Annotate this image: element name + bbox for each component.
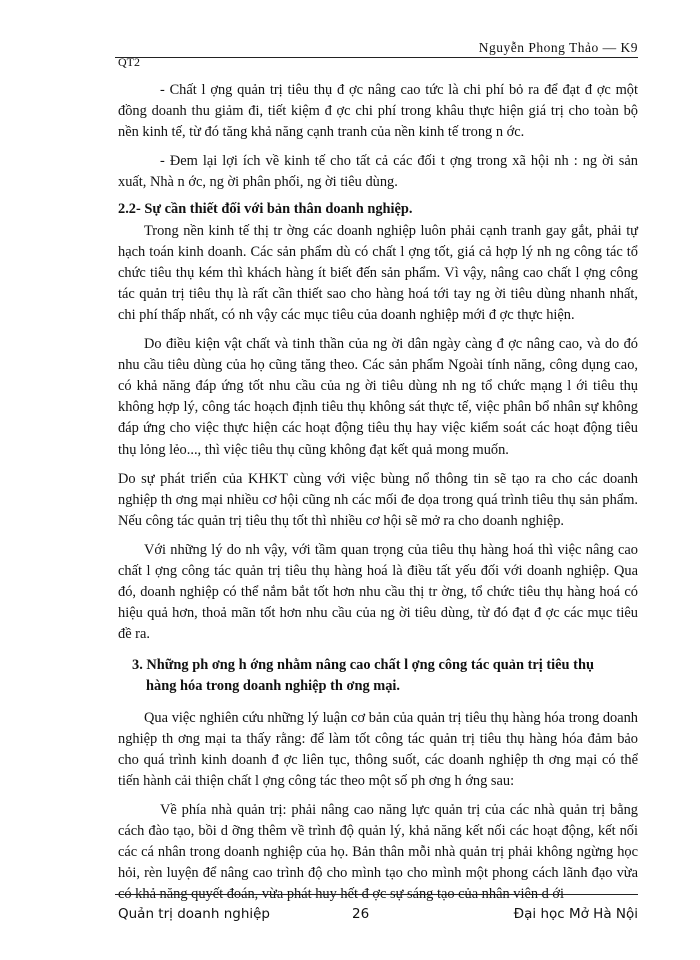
bullet-paragraph: - Chất l ợng quản trị tiêu thụ đ ợc nâng cao tức là chi phí bỏ ra để đạt đ ợc một đồng doanh thu giảm đi, tiết kiệm đ ợc chi phí trong khâu thực hiện giá trị cho toàn bộ nền kinh tế, từ đó tăng khả năng cạnh tranh của nền kinh tế trong n ớc. <box>118 82 638 141</box>
paragraph: Qua việc nghiên cứu những lý luận cơ bản của quản trị tiêu thụ hàng hóa trong doanh nghiệp th ơng mại ta thấy rằng: để làm tốt công tác quản trị tiêu thụ hàng hóa đảm bảo cho quá trình kinh doanh đ ợc liên tục, thông suốt, các doanh nghiệp th ơng mại có thể tiến hành cải thiện chất l ợng công tác theo một số ph ơng h ớng sau: <box>118 709 638 789</box>
section-heading <box>118 655 638 697</box>
footer-university: Đại học Mở Hà Nội <box>513 906 638 922</box>
page-number: 26 <box>352 906 370 922</box>
header-author: Nguyễn Phong Thảo — K9 <box>478 40 638 55</box>
paragraph: Về phía nhà quản trị: phải nâng cao năng lực quản trị của các nhà quản trị bằng cách đào tạo, bồi d ỡng thêm về trình độ quản lý, khả năng kết nối các hoạt động, kết nối các cá nhân trong doanh nghiệp của họ. Bản thân mỗi nhà quản trị phải không ngừng học hỏi, rèn luyện để nâng cao trình độ cho mình tạo cho mình một phong cách lãnh đạo vừa có khả năng quyết đoán, vừa phát huy hết đ ợc sự sáng tạo của nhân viên d ới <box>118 801 638 903</box>
section-heading-line: 3. Những ph ơng h ớng nhằm nâng cao chất l ợng công tác quản trị tiêu thụ <box>132 657 594 674</box>
paragraph: Với những lý do nh vậy, với tầm quan trọng của tiêu thụ hàng hoá thì việc nâng cao chất l ợng công tác quản trị tiêu thụ hàng hoá là điều tất yếu đối với doanh nghiệp. Qua đó, doanh nghiệp có thể nắm bắt tốt hơn nhu cầu thị tr ờng, tổ chức tiêu thụ hàng hoá có hiệu quả hơn, thoả mãn tốt hơn nhu cầu của ng ời tiêu dùng, từ đó đạt đ ợc các mục tiêu đề ra. <box>118 541 638 643</box>
bullet-paragraph: - Đem lại lợi ích về kinh tế cho tất cả các đối t ợng trong xã hội nh : ng ời sản xuất, Nhà n ớc, ng ời phân phối, ng ời tiêu dùng. <box>118 153 638 191</box>
footer-course: Quản trị doanh nghiệp <box>118 906 271 922</box>
header-rule <box>115 57 638 58</box>
header-class-code: QT2 <box>118 55 140 69</box>
section-heading: 2.2- Sự cần thiết đối với bản thân doanh nghiệp. <box>118 201 413 218</box>
footer-rule <box>115 894 638 895</box>
paragraph: Do điều kiện vật chất và tinh thần của ng ời dân ngày càng đ ợc nâng cao, và do đó nhu cầu tiêu dùng của họ cũng tăng theo. Các sản phẩm Ngoài tính năng, công dụng cao, có khả năng đáp ứng tốt nhu cầu của ng ời tiêu dùng nh ng tổ chức mạng l ới tiêu thụ không hợp lý, công tác hoạch định tiêu thụ không sát thực tế, việc phân bổ nhân sự không đáp ứng cho việc thực hiện các hoạt động tiêu thụ hay việc kiểm soát các hoạt động tiêu thụ lỏng lẻo..., thì việc tiêu thụ cũng không đạt kết quả mong muốn. <box>118 336 638 458</box>
body-text <box>118 80 638 905</box>
paragraph: Do sự phát triển của KHKT cùng với việc bùng nổ thông tin sẽ tạo ra cho các doanh nghiệp th ơng mại nhiều cơ hội cũng nh các mối đe dọa trong quá trình tiêu thụ sản phẩm. Nếu công tác quản trị tiêu thụ tốt thì nhiều cơ hội sẽ mở ra cho doanh nghiệp. <box>118 470 638 529</box>
section-heading-line: hàng hóa trong doanh nghiệp th ơng mại. <box>146 678 401 695</box>
paragraph: Trong nền kinh tế thị tr ờng các doanh nghiệp luôn phải cạnh tranh gay gắt, phải tự hạch toán kinh doanh. Các sản phẩm dù có chất l ợng tốt, giá cả hợp lý nh ng công tác tổ chức tiêu thụ kém thì khách hàng ít biết đến sản phẩm. Vì vậy, nâng cao chất l ợng công tác quản trị tiêu thụ là rất cần thiết sao cho hàng hoá tới tay ng ời tiêu dùng nhanh nhất, chi phí thấp nhất, có nh vậy các mục tiêu của doanh nghiệp mới đ ợc thực hiện. <box>118 222 638 323</box>
